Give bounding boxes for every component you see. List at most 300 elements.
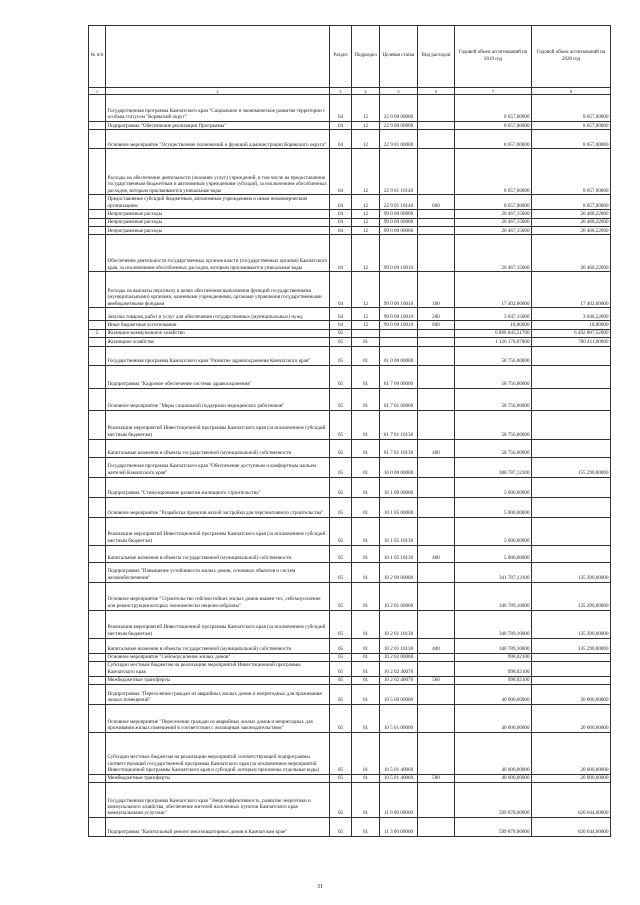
table-row — [89, 545, 611, 562]
cell-podrazdel: 01 — [352, 457, 380, 477]
cell-num — [89, 562, 106, 582]
cell-expense-type — [418, 497, 455, 517]
cell-target-article: 99 0 00 10010 — [380, 272, 418, 308]
cell-name: Капитальные вложения в объекты государственной (муниципальной) собственности — [106, 545, 330, 562]
cell-target-article: 10 2 01 10130 — [380, 638, 418, 653]
cell-expense-type — [418, 818, 455, 837]
cell-podrazdel: 01 — [352, 818, 380, 837]
cell-target-article: 01 7 01 00000 — [380, 388, 418, 410]
cell-expense-type: 800 — [418, 321, 455, 329]
header-razdel: Раздел — [330, 26, 352, 88]
col-number: 2 — [106, 88, 330, 95]
cell-podrazdel: 01 — [352, 676, 380, 684]
cell-target-article: 10 5 01 40060 — [380, 732, 418, 774]
cell-expense-type — [418, 732, 455, 774]
table-row — [89, 329, 611, 337]
cell-num — [89, 457, 106, 477]
cell-num — [89, 227, 106, 235]
cell-razdel: 05 — [330, 638, 352, 653]
cell-target-article: 11 3 00 00000 — [380, 818, 418, 837]
cell-volume-2019: 340 789,10000 — [455, 582, 532, 610]
cell-razdel: 05 — [330, 329, 352, 337]
cell-target-article: 22 9 01 00000 — [380, 130, 418, 149]
cell-podrazdel: 12 — [352, 149, 380, 195]
cell-name: Основное мероприятие "Меры социальной поддержки медицинских работников" — [106, 388, 330, 410]
cell-volume-2020: 780 411,00000 — [532, 338, 611, 346]
cell-volume-2019: 40 000,00000 — [455, 684, 532, 704]
cell-volume-2020: 155 290,00000 — [532, 457, 611, 477]
cell-podrazdel: 01 — [352, 661, 380, 676]
cell-podrazdel: 12 — [352, 235, 380, 272]
cell-volume-2020 — [532, 517, 611, 545]
cell-num — [89, 684, 106, 704]
cell-expense-type — [418, 365, 455, 388]
cell-razdel: 05 — [330, 562, 352, 582]
cell-volume-2019: 58 756,00000 — [455, 388, 532, 410]
cell-target-article: 10 1 05 10130 — [380, 545, 418, 562]
cell-podrazdel: 01 — [352, 582, 380, 610]
cell-volume-2020: 620 644,00000 — [532, 783, 611, 818]
cell-name: Непрограммные расходы — [106, 210, 330, 218]
cell-volume-2019: 998,02100 — [455, 661, 532, 676]
cell-volume-2020 — [532, 346, 611, 365]
cell-volume-2020: 20 468,22000 — [532, 218, 611, 226]
cell-volume-2019: 5 000,00000 — [455, 477, 532, 497]
cell-name: Подпрограмма "Обеспечение реализации Программы" — [106, 122, 330, 130]
col-number: 8 — [532, 88, 611, 95]
table-row — [89, 704, 611, 732]
cell-num — [89, 272, 106, 308]
cell-num — [89, 338, 106, 346]
cell-volume-2020: 8 657,00000 — [532, 122, 611, 130]
table-row — [89, 676, 611, 684]
cell-target-article: 99 0 00 10010 — [380, 321, 418, 329]
cell-razdel: 05 — [330, 457, 352, 477]
cell-target-article — [380, 329, 418, 337]
cell-razdel: 05 — [330, 410, 352, 439]
cell-volume-2020 — [532, 365, 611, 388]
cell-podrazdel: 01 — [352, 338, 380, 346]
cell-volume-2019: 599 878,00000 — [455, 783, 532, 818]
cell-num — [89, 774, 106, 782]
cell-target-article: 22 0 00 00000 — [380, 95, 418, 122]
cell-podrazdel: 01 — [352, 477, 380, 497]
cell-expense-type — [418, 346, 455, 365]
cell-volume-2020 — [532, 676, 611, 684]
cell-razdel: 05 — [330, 388, 352, 410]
cell-razdel: 05 — [330, 610, 352, 638]
cell-target-article: 01 7 01 10130 — [380, 410, 418, 439]
cell-podrazdel: 01 — [352, 610, 380, 638]
cell-razdel: 05 — [330, 477, 352, 497]
table-row — [89, 439, 611, 457]
cell-expense-type — [418, 582, 455, 610]
cell-volume-2020: 18,00000 — [532, 321, 611, 329]
cell-expense-type — [418, 388, 455, 410]
cell-name: Основное мероприятие "Строительство сейсмостойких жилых домов взамен тех, сейсмоусиление или реконструкция которых экономически нецелесообразны" — [106, 582, 330, 610]
cell-razdel: 05 — [330, 818, 352, 837]
cell-volume-2019: 18,00000 — [455, 321, 532, 329]
cell-podrazdel: 01 — [352, 346, 380, 365]
cell-target-article: 22 9 01 10140 — [380, 195, 418, 210]
cell-target-article: 22 9 01 10140 — [380, 149, 418, 195]
cell-volume-2020: 20 000,00000 — [532, 684, 611, 704]
cell-num — [89, 439, 106, 457]
cell-volume-2020: 135 290,00000 — [532, 582, 611, 610]
cell-podrazdel: 12 — [352, 122, 380, 130]
cell-podrazdel: 01 — [352, 410, 380, 439]
table-row — [89, 610, 611, 638]
table-row — [89, 774, 611, 782]
table-row — [89, 95, 611, 122]
cell-expense-type — [418, 218, 455, 226]
cell-target-article: 99 0 00 00000 — [380, 210, 418, 218]
cell-razdel: 04 — [330, 218, 352, 226]
cell-target-article: 10 2 02 40070 — [380, 661, 418, 676]
cell-name: Основное мероприятие "Переселение граждан из аварийных жилых домов и непригодных для проживания жилых помещений в соответствии с жилищным законодательством" — [106, 704, 330, 732]
cell-num — [89, 582, 106, 610]
col-number: 4 — [352, 88, 380, 95]
cell-target-article: 99 0 00 00000 — [380, 227, 418, 235]
cell-target-article: 10 2 02 00000 — [380, 653, 418, 661]
cell-name: Основное мероприятие "Осуществление полномочий и функций администрации Корякского округа" — [106, 130, 330, 149]
table-row — [89, 410, 611, 439]
cell-name: Непрограммные расходы — [106, 227, 330, 235]
cell-num — [89, 410, 106, 439]
table-row — [89, 218, 611, 226]
cell-podrazdel: 01 — [352, 774, 380, 782]
table-row — [89, 638, 611, 653]
cell-target-article: 01 7 00 00000 — [380, 365, 418, 388]
cell-num — [89, 130, 106, 149]
cell-podrazdel: 01 — [352, 562, 380, 582]
cell-razdel: 04 — [330, 235, 352, 272]
cell-num — [89, 704, 106, 732]
header-name — [106, 26, 330, 88]
cell-volume-2019: 8 657,00000 — [455, 95, 532, 122]
cell-name: Реализация мероприятий Инвестиционной программы Камчатского края (за исключением субсидий местным бюджетам) — [106, 410, 330, 439]
cell-expense-type: 600 — [418, 195, 455, 210]
cell-podrazdel: 01 — [352, 684, 380, 704]
cell-expense-type — [418, 457, 455, 477]
cell-target-article: 10 0 00 00000 — [380, 457, 418, 477]
cell-name: Государственная программа Камчатского края "Развитие здравоохранения Камчатского края" — [106, 346, 330, 365]
cell-podrazdel: 01 — [352, 517, 380, 545]
cell-volume-2020 — [532, 388, 611, 410]
cell-expense-type: 500 — [418, 676, 455, 684]
cell-volume-2019: 58 756,00000 — [455, 410, 532, 439]
cell-volume-2019: 3 047,15000 — [455, 308, 532, 321]
cell-expense-type — [418, 704, 455, 732]
cell-volume-2020: 20 468,22000 — [532, 227, 611, 235]
budget-table — [88, 25, 611, 837]
cell-volume-2020: 8 657,00000 — [532, 130, 611, 149]
cell-name: Жилищное хозяйство — [106, 338, 330, 346]
cell-expense-type: 100 — [418, 272, 455, 308]
cell-expense-type — [418, 122, 455, 130]
cell-razdel: 05 — [330, 346, 352, 365]
cell-name: Основное мероприятие "Сейсмоусиление жилых домов" — [106, 653, 330, 661]
cell-podrazdel: 12 — [352, 321, 380, 329]
cell-volume-2020: 8 657,00000 — [532, 149, 611, 195]
cell-num — [89, 638, 106, 653]
table-row — [89, 732, 611, 774]
cell-volume-2019: 340 789,10000 — [455, 638, 532, 653]
cell-podrazdel: 12 — [352, 308, 380, 321]
table-row — [89, 818, 611, 837]
table-row — [89, 308, 611, 321]
table-row — [89, 122, 611, 130]
cell-volume-2020: 620 644,00000 — [532, 818, 611, 837]
cell-expense-type — [418, 338, 455, 346]
cell-podrazdel: 01 — [352, 365, 380, 388]
cell-name: Капитальные вложения в объекты государственной (муниципальной) собственности — [106, 439, 330, 457]
cell-volume-2020: 20 000,00000 — [532, 704, 611, 732]
cell-volume-2019: 20 467,15000 — [455, 218, 532, 226]
cell-volume-2020 — [532, 410, 611, 439]
cell-razdel: 05 — [330, 365, 352, 388]
table-row — [89, 346, 611, 365]
cell-expense-type — [418, 410, 455, 439]
cell-expense-type — [418, 95, 455, 122]
table-row — [89, 661, 611, 676]
cell-podrazdel: 01 — [352, 497, 380, 517]
cell-target-article: 10 2 00 00000 — [380, 562, 418, 582]
cell-target-article: 01 7 01 10130 — [380, 439, 418, 457]
cell-name: Субсидии местным бюджетам на реализацию мероприятий соответствующей подпрограммы соответствующей государственной программы Камчатского края (за исключением мероприятий Инвестиционной программы Камчатского края и субсидий, которым присвоены отдельные коды) — [106, 732, 330, 774]
cell-target-article: 01 0 00 00000 — [380, 346, 418, 365]
table-row — [89, 582, 611, 610]
cell-target-article: 10 1 05 10130 — [380, 517, 418, 545]
cell-name: Непрограммные расходы — [106, 218, 330, 226]
cell-razdel: 05 — [330, 517, 352, 545]
cell-razdel: 05 — [330, 497, 352, 517]
table-row — [89, 338, 611, 346]
cell-razdel: 04 — [330, 308, 352, 321]
cell-num — [89, 783, 106, 818]
cell-target-article: 10 1 05 00000 — [380, 497, 418, 517]
cell-num — [89, 218, 106, 226]
header-num: № п/п — [89, 26, 106, 88]
cell-razdel: 04 — [330, 122, 352, 130]
cell-volume-2020 — [532, 477, 611, 497]
cell-volume-2019: 40 000,00000 — [455, 704, 532, 732]
cell-num — [89, 818, 106, 837]
cell-razdel: 04 — [330, 321, 352, 329]
cell-num — [89, 365, 106, 388]
cell-name: Основное мероприятие "Разработка проектов жилой застройки для перспективного строительства" — [106, 497, 330, 517]
cell-podrazdel: 01 — [352, 704, 380, 732]
cell-target-article: 99 0 00 10010 — [380, 308, 418, 321]
cell-num — [89, 122, 106, 130]
cell-volume-2020: 135 290,00000 — [532, 638, 611, 653]
cell-name: Подпрограмма "Капитальный ремонт многоквартирных домов в Камчатском крае" — [106, 818, 330, 837]
cell-name: Подпрограмма "Кадровое обеспечение системы здравоохранения" — [106, 365, 330, 388]
cell-volume-2019: 8 657,00000 — [455, 195, 532, 210]
cell-volume-2020: 20 000,00000 — [532, 774, 611, 782]
header-volume-2020: Годовой объем ассигнований на 2020 год — [532, 26, 611, 88]
cell-expense-type — [418, 477, 455, 497]
cell-name: Расходы на обеспечение деятельности (оказание услуг) учреждений, в том числе на предоставление государственным бюджетным и автономным учреждениям субсидий, за исключением обособленных расходов, которым присваиваются уникальные коды — [106, 149, 330, 195]
cell-volume-2019: 599 878,00000 — [455, 818, 532, 837]
cell-target-article: 11 0 00 00000 — [380, 783, 418, 818]
cell-volume-2020 — [532, 497, 611, 517]
header-volume-2019: Годовой объем ассигнований на 2019 год — [455, 26, 532, 88]
cell-razdel: 04 — [330, 95, 352, 122]
table-row — [89, 210, 611, 218]
cell-volume-2019: 5 000,00000 — [455, 517, 532, 545]
cell-num — [89, 235, 106, 272]
table-row — [89, 783, 611, 818]
cell-razdel: 05 — [330, 676, 352, 684]
cell-num — [89, 732, 106, 774]
cell-razdel: 05 — [330, 783, 352, 818]
cell-name: Предоставление субсидий бюджетным, автономным учреждениям и иным некоммерческим организациям — [106, 195, 330, 210]
cell-volume-2019: 341 787,12100 — [455, 562, 532, 582]
cell-target-article: 99 0 00 10010 — [380, 235, 418, 272]
cell-expense-type — [418, 562, 455, 582]
cell-volume-2019: 58 756,00000 — [455, 439, 532, 457]
cell-expense-type — [418, 149, 455, 195]
cell-volume-2019: 20 467,15000 — [455, 235, 532, 272]
cell-num — [89, 195, 106, 210]
cell-name: Подпрограмма "Стимулирование развития жилищного строительства" — [106, 477, 330, 497]
cell-volume-2019: 998,02100 — [455, 676, 532, 684]
table-row — [89, 321, 611, 329]
table-row — [89, 272, 611, 308]
cell-volume-2020: 17 402,00000 — [532, 272, 611, 308]
cell-podrazdel: 12 — [352, 227, 380, 235]
page-number: 31 — [317, 884, 323, 890]
cell-volume-2019: 20 467,15000 — [455, 227, 532, 235]
cell-volume-2019: 17 402,00000 — [455, 272, 532, 308]
cell-volume-2019: 40 000,00000 — [455, 774, 532, 782]
cell-target-article: 10 2 02 40070 — [380, 676, 418, 684]
cell-volume-2019: 388 787,12100 — [455, 457, 532, 477]
cell-expense-type: 200 — [418, 308, 455, 321]
table-row — [89, 149, 611, 195]
cell-volume-2019: 340 789,10000 — [455, 610, 532, 638]
cell-target-article: 10 5 01 00000 — [380, 704, 418, 732]
cell-podrazdel: 12 — [352, 95, 380, 122]
cell-num — [89, 346, 106, 365]
cell-num — [89, 308, 106, 321]
table-row — [89, 195, 611, 210]
cell-volume-2020: 6 492 807,52000 — [532, 329, 611, 337]
cell-volume-2019: 8 657,00000 — [455, 130, 532, 149]
cell-name: Обеспечение деятельности государственных органов власти (государственных органов) Камчатского края, за исключением обособленных расходов, которым присваиваются уникальные коды — [106, 235, 330, 272]
header-podrazdel: Подраздел — [352, 26, 380, 88]
cell-volume-2019: 20 467,15000 — [455, 210, 532, 218]
cell-name: Государственная программа Камчатского края "Социальное и экономическое развитие территории с особым статусом "Корякский округ" — [106, 95, 330, 122]
col-number: 1 — [89, 88, 106, 95]
table-row — [89, 684, 611, 704]
cell-expense-type — [418, 610, 455, 638]
cell-razdel: 04 — [330, 272, 352, 308]
cell-volume-2019: 5 000,00000 — [455, 497, 532, 517]
cell-target-article: 22 9 00 00000 — [380, 122, 418, 130]
cell-volume-2019: 998,02100 — [455, 653, 532, 661]
table-row — [89, 235, 611, 272]
cell-volume-2020: 8 657,00000 — [532, 95, 611, 122]
cell-volume-2020 — [532, 545, 611, 562]
cell-name: Межбюджетные трансферты — [106, 774, 330, 782]
cell-expense-type — [418, 661, 455, 676]
cell-volume-2020: 20 468,22000 — [532, 210, 611, 218]
table-row — [89, 365, 611, 388]
cell-expense-type — [418, 783, 455, 818]
cell-razdel: 05 — [330, 439, 352, 457]
header-target-article: Целевая статья — [380, 26, 418, 88]
cell-name: Капитальные вложения в объекты государственной (муниципальной) собственности — [106, 638, 330, 653]
cell-volume-2020: 3 048,22000 — [532, 308, 611, 321]
cell-expense-type — [418, 130, 455, 149]
cell-podrazdel: 01 — [352, 439, 380, 457]
cell-volume-2020 — [532, 661, 611, 676]
cell-podrazdel: 01 — [352, 545, 380, 562]
cell-volume-2020: 135 290,00000 — [532, 562, 611, 582]
table-row — [89, 477, 611, 497]
cell-num — [89, 388, 106, 410]
cell-volume-2019: 6 896 845,51700 — [455, 329, 532, 337]
col-number: 6 — [418, 88, 455, 95]
cell-name: Реализация мероприятий Инвестиционной программы Камчатского края (за исключением субсидий местным бюджетам) — [106, 610, 330, 638]
cell-num — [89, 321, 106, 329]
cell-expense-type — [418, 653, 455, 661]
table-row — [89, 227, 611, 235]
cell-num — [89, 653, 106, 661]
table-row — [89, 562, 611, 582]
cell-name: Расходы на выплаты персоналу в целях обеспечения выполнения функций государственными (муниципальными) органами, казенными учреждениями, органами управления государственными внебюджетными фондами — [106, 272, 330, 308]
cell-razdel: 05 — [330, 774, 352, 782]
cell-razdel: 05 — [330, 582, 352, 610]
cell-expense-type: 400 — [418, 545, 455, 562]
cell-podrazdel: 01 — [352, 638, 380, 653]
cell-target-article: 99 0 00 00000 — [380, 218, 418, 226]
header-expense-type: Вид расходов — [418, 26, 455, 88]
cell-expense-type: 500 — [418, 774, 455, 782]
cell-num — [89, 610, 106, 638]
cell-target-article — [380, 338, 418, 346]
cell-podrazdel: 01 — [352, 732, 380, 774]
cell-volume-2020: 8 657,00000 — [532, 195, 611, 210]
cell-name: Государственная программа Камчатского края "Энергоэффективность, развитие энергетики и коммунального хозяйства, обеспечение жителей населенных пунктов Камчатского края коммунальными услугами" — [106, 783, 330, 818]
cell-razdel: 05 — [330, 653, 352, 661]
cell-podrazdel: 12 — [352, 218, 380, 226]
col-number: 7 — [455, 88, 532, 95]
cell-name: Подпрограмма "Переселение граждан из аварийных жилых домов и непригодных для проживания жилых помещений" — [106, 684, 330, 704]
cell-volume-2019: 40 000,00000 — [455, 732, 532, 774]
cell-volume-2020: 20 468,22000 — [532, 235, 611, 272]
cell-podrazdel: 12 — [352, 130, 380, 149]
cell-target-article: 10 2 01 00000 — [380, 582, 418, 610]
cell-razdel: 05 — [330, 732, 352, 774]
cell-num — [89, 497, 106, 517]
cell-volume-2019: 8 657,00000 — [455, 149, 532, 195]
table-row — [89, 130, 611, 149]
cell-podrazdel — [352, 329, 380, 337]
cell-volume-2020 — [532, 439, 611, 457]
cell-target-article: 10 2 01 10130 — [380, 610, 418, 638]
cell-razdel: 05 — [330, 704, 352, 732]
cell-expense-type — [418, 210, 455, 218]
cell-target-article: 10 5 01 40060 — [380, 774, 418, 782]
cell-target-article: 10 1 00 00000 — [380, 477, 418, 497]
cell-razdel: 04 — [330, 149, 352, 195]
cell-volume-2019: 5 000,00000 — [455, 545, 532, 562]
cell-name: Реализация мероприятий Инвестиционной программы Камчатского края (за исключением субсидий местным бюджетам) — [106, 517, 330, 545]
cell-num — [89, 676, 106, 684]
